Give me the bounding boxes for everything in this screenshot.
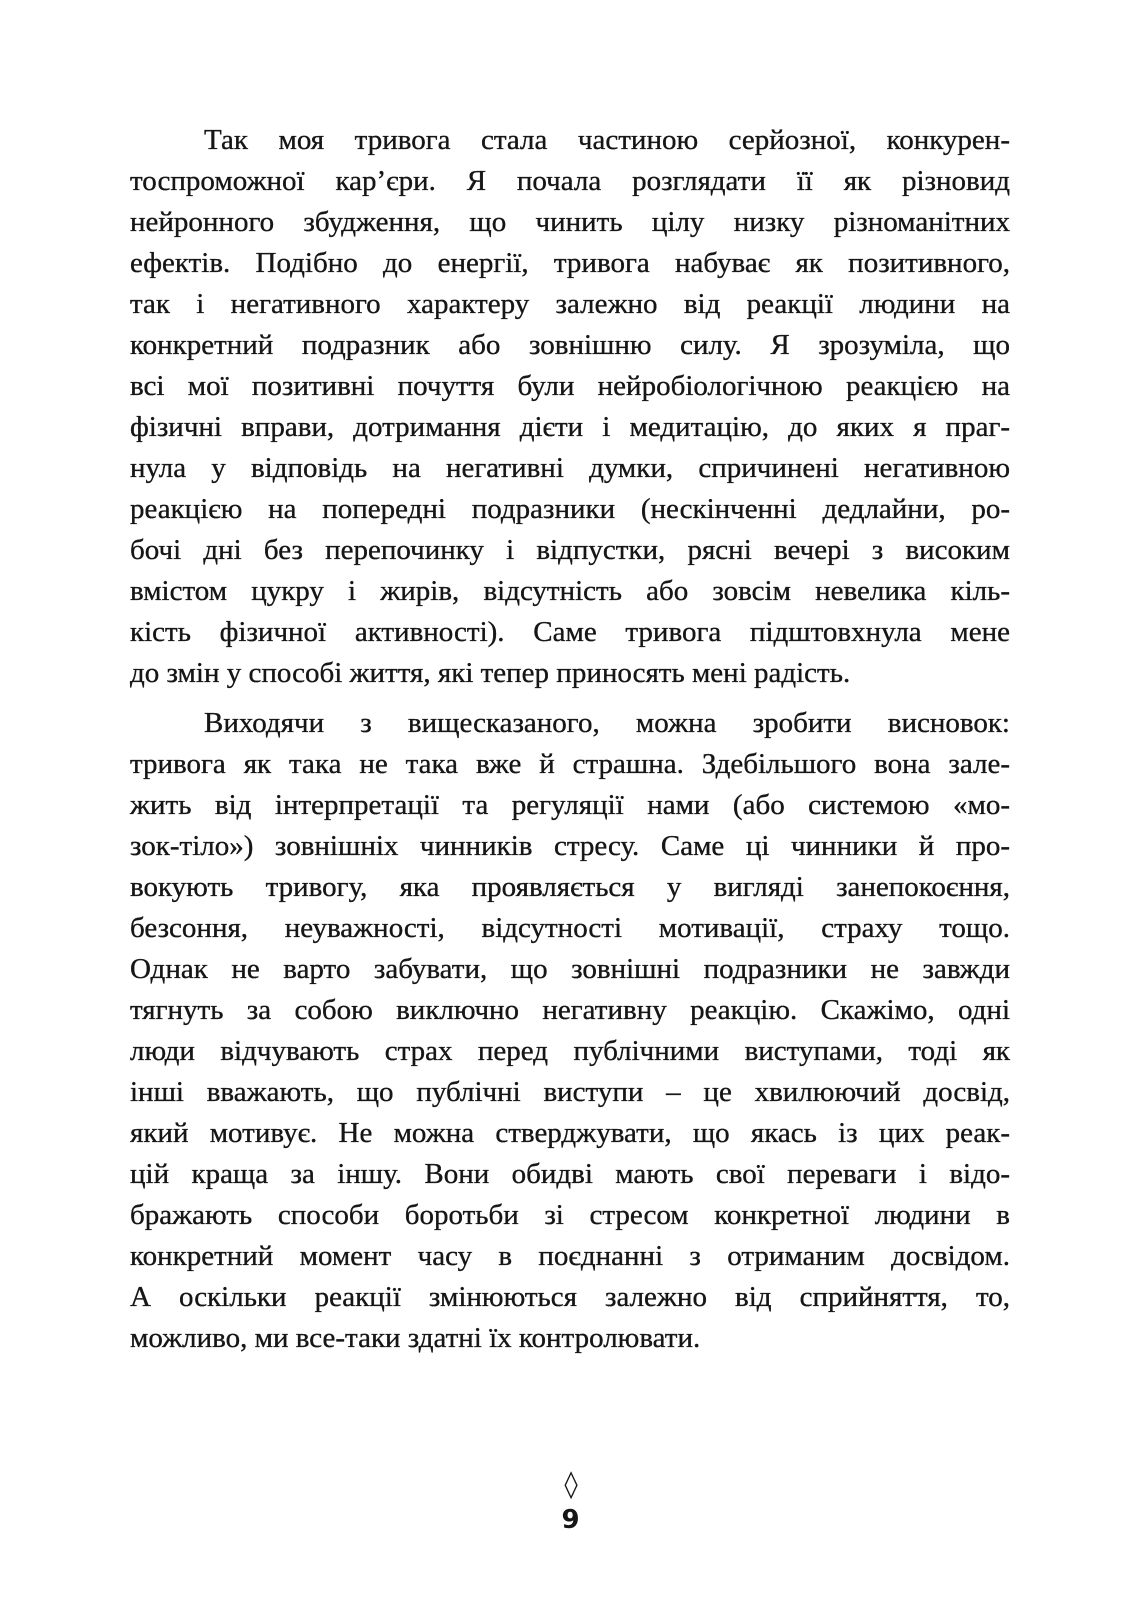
text-line: ефектів. Подібно до енергії, тривога набуває як позитивного, — [130, 247, 1010, 279]
text-line: Виходячи з вищесказаного, можна зробити висновок: — [204, 707, 1010, 739]
text-line: А оскільки реакції змінюються залежно від сприйняття, то, — [130, 1281, 1010, 1313]
text-line: нейронного збудження, що чинить цілу низку різноманітних — [130, 206, 1010, 238]
text-line: бражають способи боротьби зі стресом конкретної людини в — [130, 1199, 1010, 1231]
text-line: до змін у способі життя, які тепер приносять мені радість. — [130, 657, 851, 689]
text-line: тривога як така не така вже й страшна. Здебільшого вона зале- — [130, 748, 1010, 780]
text-line: всі мої позитивні почуття були нейробіологічною реакцією на — [130, 370, 1010, 402]
text-line: вмістом цукру і жирів, відсутність або зовсім невелика кіль- — [130, 575, 1010, 607]
text-line: Однак не варто забувати, що зовнішні подразники не завжди — [130, 953, 1010, 985]
text-line: можливо, ми все-таки здатні їх контролювати. — [130, 1322, 701, 1354]
text-line: бочі дні без перепочинку і відпустки, рясні вечері з високим — [130, 534, 1010, 566]
body-text — [130, 120, 1010, 1359]
text-line: конкретний подразник або зовнішню силу. Я зрозуміла, що — [130, 329, 1010, 361]
text-line: інші вважають, що публічні виступи – це хвилюючий досвід, — [130, 1076, 1010, 1108]
text-line: фізичні вправи, дотримання дієти і медитацію, до яких я праг- — [130, 411, 1010, 443]
paragraph — [130, 120, 1010, 694]
text-line: тоспроможної кар’єри. Я почала розглядати її як різновид — [130, 165, 1010, 197]
text-line: цій краща за іншу. Вони обидві мають свої переваги і відо- — [130, 1158, 1010, 1190]
paragraph — [130, 703, 1010, 1359]
text-line: Так моя тривога стала частиною серйозної, конкурен- — [204, 124, 1010, 156]
page-footer — [0, 1470, 1142, 1535]
text-line: люди відчувають страх перед публічними виступами, тоді як — [130, 1035, 1010, 1067]
text-line: кість фізичної активності). Саме тривога підштовхнула мене — [130, 616, 1010, 648]
text-line: зок-тіло») зовнішніх чинників стресу. Саме ці чинники й про- — [130, 830, 1010, 862]
text-line: так і негативного характеру залежно від реакції людини на — [130, 288, 1010, 320]
text-line: вокують тривогу, яка проявляється у вигляді занепокоєння, — [130, 871, 1010, 903]
page-number: 9 — [561, 1505, 581, 1535]
text-line: жить від інтерпретації та регуляції нами (або системою «мо- — [130, 789, 1010, 821]
diamond-ornament-icon: ◊ — [564, 1469, 578, 1500]
text-line: нула у відповідь на негативні думки, спричинені негативною — [130, 452, 1010, 484]
text-line: реакцією на попередні подразники (нескінченні дедлайни, ро- — [130, 493, 1010, 525]
text-line: тягнуть за собою виключно негативну реакцію. Скажімо, одні — [130, 994, 1010, 1026]
text-line: безсоння, неуважності, відсутності мотивації, страху тощо. — [130, 912, 1010, 944]
text-line: який мотивує. Не можна стверджувати, що якась із цих реак- — [130, 1117, 1010, 1149]
text-line: конкретний момент часу в поєднанні з отриманим досвідом. — [130, 1240, 1010, 1272]
